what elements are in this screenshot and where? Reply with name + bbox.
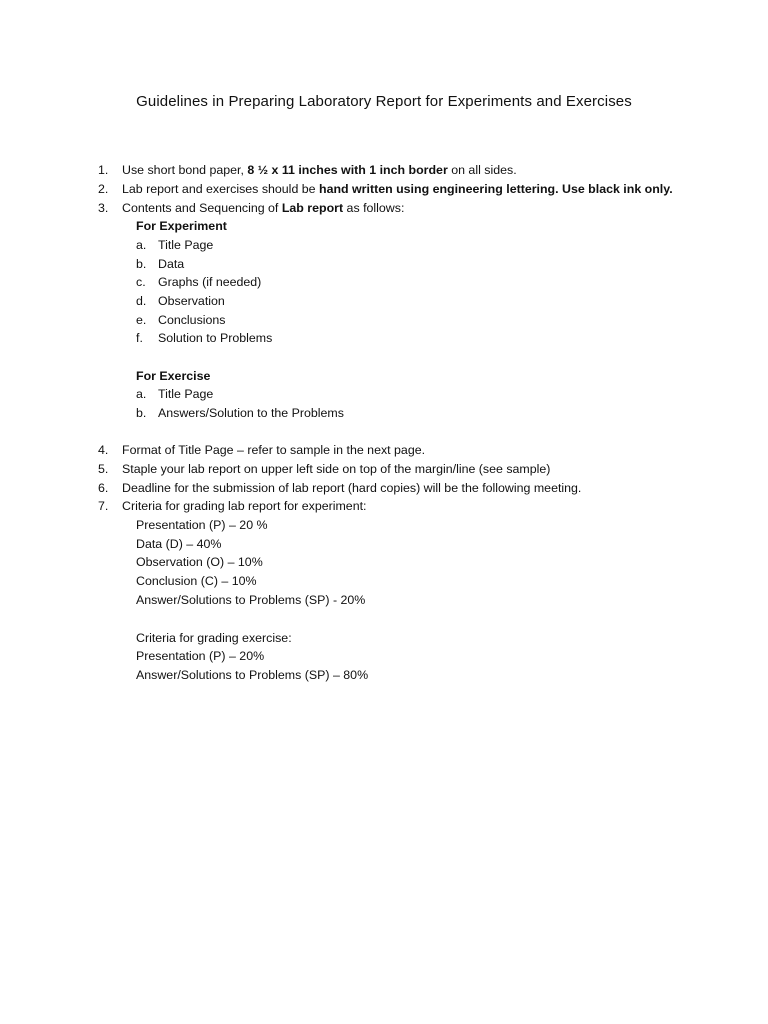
item-text <box>122 161 517 179</box>
item-letter: b. <box>136 406 147 420</box>
item-text-part: Contents and Sequencing of <box>122 201 282 215</box>
item-text-part: Lab report and exercises should be <box>122 182 319 196</box>
item-text-part: as follows: <box>343 201 405 215</box>
grading-text: Data (D) – 40% <box>136 537 222 551</box>
item-text: Format of Title Page – refer to sample in the next page. <box>122 443 426 457</box>
grading-exercise-heading: Criteria for grading exercise: <box>136 631 292 645</box>
experiment-heading: For Experiment <box>136 219 227 233</box>
grading-text: Conclusion (C) – 10% <box>136 574 257 588</box>
item-text: Title Page <box>158 387 214 401</box>
item-text-bold: 8 ½ x 11 inches with 1 inch border <box>247 163 448 177</box>
item-text <box>122 180 673 198</box>
item-number: 1. <box>98 163 109 177</box>
grading-text: Observation (O) – 10% <box>136 555 263 569</box>
item-text: Conclusions <box>158 313 226 327</box>
item-letter: c. <box>136 275 146 289</box>
item-number: 6. <box>98 481 109 495</box>
item-letter: a. <box>136 238 147 252</box>
grading-text: Answer/Solutions to Problems (SP) - 20% <box>136 593 366 607</box>
document-title: Guidelines in Preparing Laboratory Report for Experiments and Exercises <box>136 93 632 110</box>
item-text <box>122 199 404 217</box>
item-text: Answers/Solution to the Problems <box>158 406 344 420</box>
item-number: 7. <box>98 499 109 513</box>
item-text: Title Page <box>158 238 214 252</box>
item-text-bold: hand written using engineering lettering. Use black ink only. <box>319 182 673 196</box>
item-letter: a. <box>136 387 147 401</box>
item-text: Graphs (if needed) <box>158 275 262 289</box>
item-letter: b. <box>136 257 147 271</box>
item-text-bold: Lab report <box>281 201 344 215</box>
item-text-part: on all sides. <box>447 163 517 177</box>
grading-text: Answer/Solutions to Problems (SP) – 80% <box>136 668 369 682</box>
item-text: Observation <box>158 294 225 308</box>
item-text: Deadline for the submission of lab report (hard copies) will be the following meeting. <box>122 481 582 495</box>
item-number: 5. <box>98 462 109 476</box>
item-number: 3. <box>98 201 109 215</box>
item-text: Solution to Problems <box>158 331 273 345</box>
item-text: Criteria for grading lab report for experiment: <box>122 499 367 513</box>
item-letter: d. <box>136 294 147 308</box>
item-text-part: Use short bond paper, <box>122 163 248 177</box>
item-letter: e. <box>136 313 147 327</box>
grading-text: Presentation (P) – 20% <box>136 649 265 663</box>
item-number: 2. <box>98 182 109 196</box>
item-letter: f. <box>136 331 143 345</box>
item-text: Staple your lab report on upper left side on top of the margin/line (see sample) <box>122 462 551 476</box>
exercise-heading: For Exercise <box>136 369 211 383</box>
item-text: Data <box>158 257 185 271</box>
item-number: 4. <box>98 443 109 457</box>
grading-text: Presentation (P) – 20 % <box>136 518 268 532</box>
